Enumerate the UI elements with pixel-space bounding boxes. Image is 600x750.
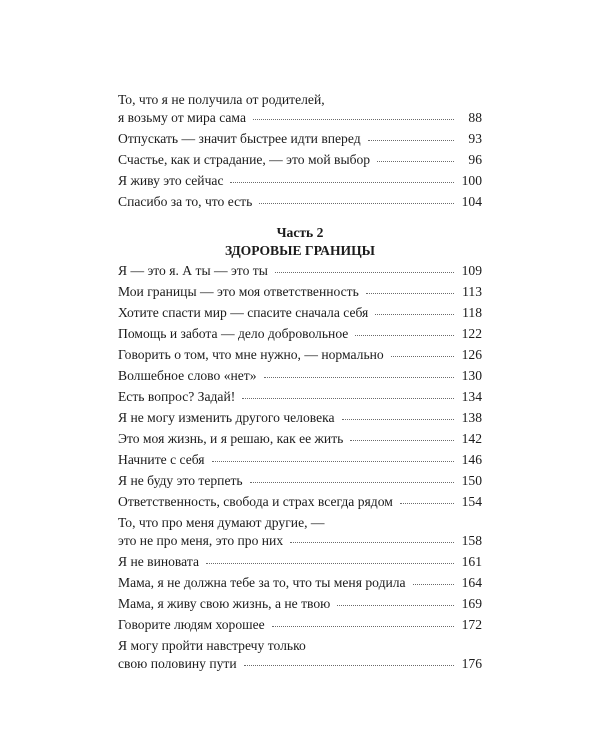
toc-entry-page: 154 [461,494,482,509]
toc-entry [118,325,482,343]
toc-entry [118,574,482,592]
toc-entry-page: 130 [461,368,482,383]
toc-entry [118,91,482,127]
toc-entry-page: 96 [468,152,482,167]
dot-leader [230,182,454,183]
dot-leader [377,161,454,162]
toc-entry [118,595,482,613]
toc-entry-title: Начните с себя [118,452,205,467]
toc-entry-title: Я не могу изменить другого человека [118,410,335,425]
toc-entry-row [118,388,482,406]
dot-leader [375,314,454,315]
dot-leader [253,119,454,120]
table-of-contents [118,91,482,676]
part-label: Часть 2 [276,225,324,240]
toc-entry-row [118,151,482,169]
toc-entry-page: 146 [461,452,482,467]
toc-entry-page: 104 [461,194,482,209]
toc-entry-page: 161 [461,554,482,569]
toc-entry [118,262,482,280]
toc-entry-page: 122 [461,326,482,341]
toc-entry [118,346,482,364]
dot-leader [212,461,454,462]
toc-entry-page: 93 [468,131,482,146]
toc-entry-title: Помощь и забота — дело добровольное [118,326,349,341]
toc-entry-row [118,616,482,634]
toc-entry-page: 138 [461,410,482,425]
dot-leader [342,419,454,420]
dot-leader [244,665,454,666]
toc-entry-row [118,553,482,571]
toc-entry-page: 158 [461,533,482,548]
toc-entry-page: 134 [461,389,482,404]
part-heading [118,224,482,260]
toc-entry [118,130,482,148]
toc-entry-title: это не про меня, это про них [118,533,284,548]
dot-leader [290,542,454,543]
dot-leader [259,203,454,204]
toc-entry-page: 118 [462,305,482,320]
toc-entry-row [118,346,482,364]
toc-entry-title: Говорите людям хорошее [118,617,265,632]
dot-leader [355,335,454,336]
toc-entry-title: Ответственность, свобода и страх всегда рядом [118,494,393,509]
toc-entry-title: Отпускать — значит быстрее идти вперед [118,131,361,146]
toc-entry [118,283,482,301]
dot-leader [275,272,454,273]
toc-entry [118,388,482,406]
toc-entry-title: Спасибо за то, что есть [118,194,253,209]
toc-entry [118,616,482,634]
toc-entry-title: Есть вопрос? Задай! [118,389,236,404]
toc-entry-row [118,655,482,673]
toc-entry-row [118,325,482,343]
toc-entry-page: 172 [461,617,482,632]
dot-leader [368,140,454,141]
toc-entry-title: Волшебное слово «нет» [118,368,257,383]
toc-entry [118,637,482,673]
toc-entry-title: Хотите спасти мир — спасите сначала себя [118,305,369,320]
dot-leader [264,377,454,378]
toc-entry-page: 109 [461,263,482,278]
dot-leader [413,584,454,585]
dot-leader [272,626,454,627]
toc-entry-title-line: То, что я не получила от родителей, [118,92,325,107]
toc-entry-title: Мама, я не должна тебе за то, что ты меня родила [118,575,406,590]
toc-entry-title: свою половину пути [118,656,237,671]
toc-entry-title: Говорить о том, что мне нужно, — нормально [118,347,384,362]
toc-entry-page: 142 [461,431,482,446]
toc-entry-row [118,130,482,148]
toc-entry-row [118,493,482,511]
toc-entry-row [118,304,482,322]
toc-entry [118,451,482,469]
dot-leader [366,293,454,294]
toc-entry-page: 176 [461,656,482,671]
toc-entry-page: 150 [461,473,482,488]
toc-entry [118,493,482,511]
toc-entry-title-line: Я могу пройти навстречу только [118,638,306,653]
toc-entry-title: я возьму от мира сама [118,110,246,125]
dot-leader [350,440,454,441]
toc-entry [118,472,482,490]
toc-entry-page: 164 [461,575,482,590]
toc-entry-row [118,430,482,448]
toc-entry-row [118,283,482,301]
toc-entry [118,304,482,322]
toc-entry-title: Мои границы — это моя ответственность [118,284,359,299]
toc-entry-title: Мама, я живу свою жизнь, а не твою [118,596,331,611]
toc-entry [118,409,482,427]
toc-entry-row [118,595,482,613]
toc-entry [118,151,482,169]
toc-entry [118,367,482,385]
toc-entry-row [118,193,482,211]
toc-entry-page: 126 [461,347,482,362]
toc-entry-page: 88 [468,110,482,125]
toc-entry-title: Это моя жизнь, и я решаю, как ее жить [118,431,344,446]
toc-entry [118,193,482,211]
toc-entry [118,514,482,550]
toc-entry-page: 113 [462,284,482,299]
part-title: ЗДОРОВЫЕ ГРАНИЦЫ [224,243,376,258]
toc-entry [118,172,482,190]
dot-leader [400,503,454,504]
toc-entry [118,553,482,571]
toc-entry-title: Я не виновата [118,554,199,569]
toc-entry-row [118,367,482,385]
toc-entry-title-line: То, что про меня думают другие, — [118,515,325,530]
toc-entry [118,430,482,448]
toc-entry-row [118,109,482,127]
toc-entry-page: 169 [461,596,482,611]
toc-entry-page: 100 [461,173,482,188]
toc-entry-row [118,472,482,490]
toc-entry-title: Я живу это сейчас [118,173,224,188]
dot-leader [391,356,454,357]
toc-entry-row [118,532,482,550]
toc-entry-row [118,409,482,427]
dot-leader [242,398,454,399]
toc-entry-title: Я — это я. А ты — это ты [118,263,268,278]
dot-leader [337,605,454,606]
dot-leader [206,563,454,564]
toc-entry-title: Я не буду это терпеть [118,473,243,488]
toc-entry-row [118,574,482,592]
toc-entry-row [118,262,482,280]
toc-entry-row [118,451,482,469]
dot-leader [250,482,454,483]
toc-entry-row [118,172,482,190]
toc-entry-title: Счастье, как и страдание, — это мой выбор [118,152,371,167]
